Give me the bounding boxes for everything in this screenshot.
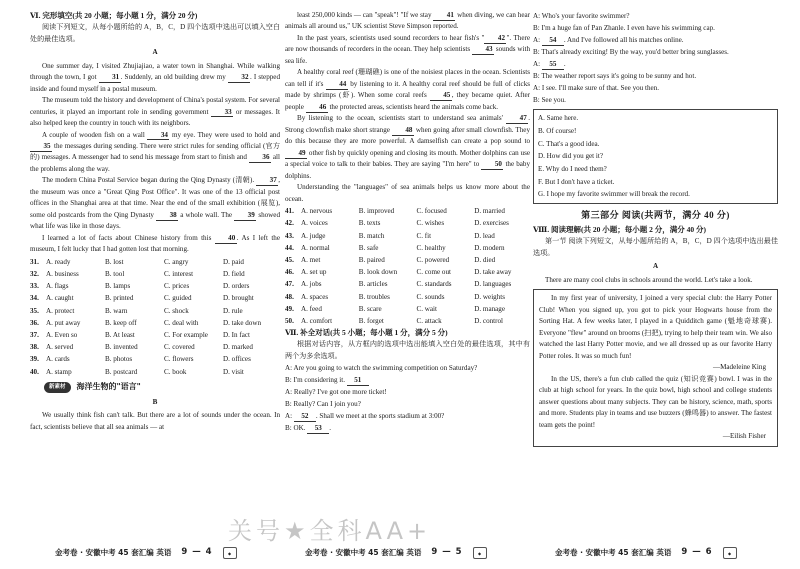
option-choice: B. match bbox=[358, 231, 385, 240]
option-choice: A. judge bbox=[301, 231, 326, 240]
option-choice: A. comfort bbox=[301, 316, 333, 325]
passage-a-label: A bbox=[152, 48, 158, 57]
dialogue-option: F. But I don't have a ticket. bbox=[538, 177, 615, 186]
question-number: 34. bbox=[30, 294, 39, 303]
column-2 bbox=[285, 10, 530, 435]
option-choice: A. jobs bbox=[301, 280, 322, 289]
new-material-badge: 新素材 bbox=[44, 382, 71, 393]
paragraph bbox=[30, 130, 280, 176]
option-choice: B. warn bbox=[105, 306, 128, 315]
dialogue-option: B. Of course! bbox=[538, 127, 577, 135]
dialogue-option: A. Same here. bbox=[538, 114, 579, 123]
text-segment: my eye. They were used to hold and bbox=[169, 130, 280, 139]
option-choice: D. paid bbox=[223, 257, 244, 266]
text-segment: A: bbox=[533, 36, 542, 45]
option-choice: D. brought bbox=[223, 294, 254, 303]
page-number: 9 — 5 bbox=[431, 547, 463, 558]
question-number: 40. bbox=[30, 367, 39, 376]
blank-number: 50 bbox=[481, 161, 503, 170]
option-choice: A. protect bbox=[46, 306, 75, 315]
option-choice: B. lamps bbox=[105, 282, 131, 291]
question-number: 44. bbox=[285, 243, 294, 252]
option-choice: D. control bbox=[474, 316, 504, 325]
option-choice: C. come out bbox=[416, 268, 451, 277]
text-segment: B: The weather report says it's going to be sunny and hot. bbox=[533, 72, 697, 81]
text-segment: ". There are now thousands of recorders in the ocean. They help scientists bbox=[285, 33, 530, 54]
text-segment: . bbox=[563, 60, 566, 69]
blank-number: 44 bbox=[326, 81, 348, 90]
text-segment: all the problems along the way. bbox=[30, 153, 280, 173]
blank-number: 38 bbox=[156, 212, 178, 221]
option-choice: A. flags bbox=[46, 282, 69, 291]
option-choice: B. articles bbox=[358, 280, 388, 289]
blank-number: 41 bbox=[433, 12, 455, 21]
option-choice: B. postcard bbox=[105, 367, 138, 376]
option-choice: C. angry bbox=[164, 257, 189, 266]
text-segment: In the past years, scientists used sound recorders to hear fish's " bbox=[297, 33, 485, 42]
club-harry-potter-text: In my first year of university, I joined a very special club: the Harry Potter Club! When you signed up, you got to pick your Hogwarts house from the Sorting Hat. A few weeks later, I played in a Quidditch game (魁地奇球赛). Everyone "flew" around on brooms (扫把), trying to help their team win. We also watched the last Harry Potter movie, and we all dressed up as our favorite Harry Potter roles. It was so much fun! bbox=[539, 294, 772, 360]
dialogue-option: G. I hope my favorite swimmer will break the record. bbox=[538, 190, 690, 199]
option-choice: B. lost bbox=[105, 257, 124, 266]
option-choice: A. stamp bbox=[46, 367, 72, 376]
footer-text: 金考卷 · 安徽中考 45 套汇编 英语 bbox=[555, 547, 672, 557]
reading-section-title: Ⅷ. 阅读理解(共 20 小题；每小题 2 分，满分 40 分) bbox=[533, 225, 706, 235]
option-choice: D. take down bbox=[223, 318, 262, 327]
paragraph bbox=[30, 233, 280, 256]
option-choice: D. field bbox=[223, 270, 245, 279]
blank-number: 52 bbox=[294, 413, 316, 422]
option-choice: B. safe bbox=[358, 243, 379, 252]
option-choice: B. photos bbox=[105, 355, 133, 364]
logo-icon: ◆ bbox=[723, 547, 737, 559]
passage-b-text bbox=[285, 10, 530, 205]
option-choice: C. prices bbox=[164, 282, 190, 291]
option-choice: C. deal with bbox=[164, 318, 199, 327]
blank-number: 36 bbox=[249, 154, 271, 163]
column-1 bbox=[30, 10, 280, 433]
paragraph bbox=[285, 33, 530, 67]
text-segment: A couple of wooden fish on a wall bbox=[42, 130, 148, 139]
blank-number: 35 bbox=[30, 143, 52, 152]
option-choice: A. spaces bbox=[301, 292, 329, 301]
text-segment: B: That's already exciting! By the way, you'd better bring sunglasses. bbox=[533, 48, 729, 57]
dialogue-line bbox=[285, 398, 530, 410]
text-segment: A healthy coral reef (珊瑚礁) is one of the noisiest places in the ocean. Scientists can tell if it's bbox=[285, 68, 530, 88]
dialogue-line bbox=[533, 46, 778, 58]
option-row bbox=[30, 268, 280, 280]
footer-text: 金考卷 · 安徽中考 45 套汇编 英语 bbox=[55, 547, 172, 557]
cloze-instruction: 阅读下列短文，从每小题所给的 A，B，C，D 四个选项中选出可以填入空白处的最佳选项。 bbox=[30, 23, 280, 43]
option-row bbox=[30, 366, 280, 378]
option-choice: A. nervous bbox=[301, 207, 333, 216]
option-row bbox=[285, 254, 530, 266]
option-choice: D. married bbox=[474, 207, 505, 216]
text-segment: . As I left the museum, I felt lucky that I had gotten lost that morning. bbox=[30, 233, 280, 254]
club-quiz-bowl-author: —Eilish Fisher bbox=[722, 432, 766, 441]
question-number: 50. bbox=[285, 316, 294, 325]
footer-page-4 bbox=[55, 545, 237, 561]
text-segment: B: Really? Can I join you? bbox=[285, 400, 361, 409]
blank-number: 48 bbox=[392, 127, 414, 136]
option-row bbox=[30, 329, 280, 341]
blank-number: 40 bbox=[215, 235, 237, 244]
column-3 bbox=[533, 10, 778, 450]
option-choice: A. caught bbox=[46, 294, 74, 303]
dialogue-section-title: Ⅶ. 补全对话(共 5 小题；每小题 1 分，满分 5 分) bbox=[285, 328, 448, 338]
option-row bbox=[285, 217, 530, 229]
reading-passage-label: A bbox=[652, 262, 659, 271]
option-choice: B. paired bbox=[358, 255, 385, 264]
question-number: 49. bbox=[285, 304, 294, 313]
text-segment: B: I'm a huge fan of Pan Zhanle. I even have his swimming cap. bbox=[533, 24, 715, 33]
page-number: 9 — 4 bbox=[181, 547, 213, 558]
text-segment: a whole wall. The bbox=[178, 210, 235, 219]
text-segment: By listening to the ocean, scientists start to understand sea animals' bbox=[297, 114, 507, 123]
option-choice: C. interest bbox=[164, 270, 194, 279]
blank-number: 31 bbox=[99, 74, 121, 83]
blank-number: 55 bbox=[542, 61, 564, 70]
club-quiz-bowl-text: In the US, there's a fun club called the quiz (知识竞赛) bowl. I was in the club at high school for years. In the quiz bowl, high school and college students answer questions about many subjects. They can be history, science, math, sports and more. Students play in teams and use buzzers (蜂鸣器) to answer. The fastest team gets the point! bbox=[539, 374, 772, 429]
blank-number: 39 bbox=[234, 212, 256, 221]
option-choice: A. voices bbox=[301, 219, 328, 228]
passage-b-label: B bbox=[152, 397, 158, 406]
text-segment: , they became quiet. After people bbox=[285, 91, 530, 111]
option-choice: C. sounds bbox=[416, 292, 445, 301]
option-row bbox=[285, 303, 530, 315]
dialogue-instruction: 根据对话内容，从方框内的选项中选出能填入空白处的最佳选项，其中有两个为多余选项。 bbox=[285, 340, 530, 360]
text-segment: A: I see. I'll make sure of that. See you then. bbox=[533, 84, 659, 93]
dialogue-line bbox=[533, 70, 778, 82]
question-number: 37. bbox=[30, 330, 39, 339]
option-row bbox=[285, 266, 530, 278]
option-choice: D. rule bbox=[223, 306, 243, 315]
text-segment: when going after small clownfish. They do this because they are more powerful. A damselfish can create a pop sound to bbox=[285, 125, 530, 146]
footer-page-6 bbox=[555, 545, 737, 561]
dialogue-part-2 bbox=[533, 10, 778, 106]
option-row bbox=[285, 291, 530, 303]
text-segment: showed what life was like in those days. bbox=[30, 210, 280, 231]
option-choice: D. modern bbox=[474, 243, 505, 252]
option-choice: D. manage bbox=[474, 304, 505, 313]
text-segment: . bbox=[329, 424, 332, 433]
option-choice: D. lead bbox=[474, 231, 495, 240]
option-choice: C. For example bbox=[164, 330, 208, 339]
question-number: 48. bbox=[285, 292, 294, 301]
text-segment: . And I've followed all his matches online. bbox=[563, 36, 684, 45]
text-segment: A: Really? I've got one more ticket! bbox=[285, 388, 387, 397]
option-choice: C. focused bbox=[416, 207, 447, 216]
text-segment: the protected areas, scientists heard the animals come back. bbox=[327, 102, 499, 111]
dialogue-line bbox=[533, 22, 778, 34]
passage-b-tag bbox=[44, 381, 280, 394]
option-row bbox=[285, 230, 530, 242]
option-choice: B. tool bbox=[105, 270, 125, 279]
option-choice: D. visit bbox=[223, 367, 244, 376]
blank-number: 37 bbox=[256, 177, 278, 186]
paragraph bbox=[30, 175, 280, 232]
option-choice: A. business bbox=[46, 270, 79, 279]
blank-number: 47 bbox=[506, 115, 528, 124]
option-choice: C. standards bbox=[416, 280, 452, 289]
option-choice: A. normal bbox=[301, 243, 330, 252]
blank-number: 53 bbox=[307, 425, 329, 434]
club-box bbox=[533, 289, 778, 446]
question-number: 46. bbox=[285, 268, 294, 277]
option-choice: A. served bbox=[46, 343, 74, 352]
option-row bbox=[285, 205, 530, 217]
blank-number: 54 bbox=[542, 37, 564, 46]
cloze-section-title: Ⅵ. 完形填空(共 20 小题；每小题 1 分，满分 20 分) bbox=[30, 11, 198, 20]
text-segment: the baby dolphins. bbox=[285, 160, 530, 180]
option-choice: C. covered bbox=[164, 343, 195, 352]
text-segment: least 250,000 kinds — can "speak"! "If we stay bbox=[297, 11, 434, 19]
option-row bbox=[30, 292, 280, 304]
text-segment: The museum told the history and development of China's postal system. For several centuries, it played an important role in sending government bbox=[30, 96, 280, 116]
blank-number: 49 bbox=[285, 150, 307, 159]
dialogue-line bbox=[533, 34, 778, 46]
option-row bbox=[285, 278, 530, 290]
text-segment: I learned a lot of facts about Chinese history from this bbox=[42, 233, 215, 242]
option-choice: B. keep off bbox=[105, 318, 137, 327]
text-segment: other fish by quickly opening and closing its mouth. Mother dolphins can use a special voice to talk to their babies. They are saying "I'm here" to bbox=[285, 148, 530, 169]
option-choice: C. flowers bbox=[164, 355, 194, 364]
text-segment: B: See you. bbox=[533, 96, 566, 105]
passage-b-topic: 海洋生物的"语言" bbox=[76, 381, 141, 391]
text-segment: . Strong clownfish make short strange bbox=[285, 114, 530, 134]
dialogue-line bbox=[533, 82, 778, 94]
paragraph bbox=[285, 182, 530, 205]
question-number: 32. bbox=[30, 270, 39, 279]
text-segment: A: bbox=[285, 412, 294, 421]
option-row bbox=[30, 280, 280, 292]
dialogue-line bbox=[285, 374, 530, 386]
paragraph bbox=[285, 113, 530, 182]
blank-number: 46 bbox=[306, 104, 328, 113]
paragraph bbox=[285, 67, 530, 113]
question-number: 42. bbox=[285, 219, 294, 228]
reading-instruction: 第一节 阅读下列短文，从每小题所给的 A，B，C，D 四个选项中选出最佳选项。 bbox=[533, 237, 778, 257]
option-choice: C. wait bbox=[416, 304, 437, 313]
option-choice: B. printed bbox=[105, 294, 134, 303]
option-choice: C. shock bbox=[164, 306, 189, 315]
text-segment: B: I'm considering it. bbox=[285, 376, 347, 385]
option-row bbox=[285, 315, 530, 327]
option-row bbox=[285, 242, 530, 254]
option-choice: B. scare bbox=[358, 304, 382, 313]
option-choice: A. cards bbox=[46, 355, 70, 364]
dialogue-line bbox=[533, 58, 778, 70]
club-harry-potter-author: —Madeleine King bbox=[713, 363, 766, 372]
watermark: 关号★全科AA+ bbox=[228, 517, 432, 545]
option-choice: B. invented bbox=[105, 343, 138, 352]
dialogue-option: C. That's a good idea. bbox=[538, 139, 600, 148]
option-choice: B. look down bbox=[358, 268, 398, 277]
option-choice: D. take away bbox=[474, 268, 512, 277]
option-choice: A. met bbox=[301, 255, 321, 264]
passage-b-intro: We usually think fish can't talk. But there are a lot of sounds under the ocean. In fact, scientists believe that all sea animals — at bbox=[30, 411, 280, 431]
text-segment: sounds with sea life. bbox=[285, 45, 530, 65]
options-41-50 bbox=[285, 205, 530, 327]
question-number: 39. bbox=[30, 355, 39, 364]
dialogue-line bbox=[285, 422, 530, 434]
option-choice: C. wishes bbox=[416, 219, 445, 228]
option-choice: A. put away bbox=[46, 318, 81, 327]
option-choice: B. improved bbox=[358, 207, 395, 216]
text-segment: by listening to it. A healthy coral reef should be full of clicks made by shrimps (虾). When some coral reefs bbox=[285, 79, 530, 100]
option-choice: A. Even so bbox=[46, 330, 78, 339]
text-segment: . Suddenly, an old building drew my bbox=[120, 73, 228, 82]
text-segment: Understanding the "languages" of sea animals helps us know more about the ocean. bbox=[285, 183, 530, 203]
page-number: 9 — 6 bbox=[681, 547, 713, 558]
question-number: 36. bbox=[30, 318, 39, 327]
blank-number: 43 bbox=[472, 46, 494, 55]
paragraph bbox=[30, 61, 280, 95]
text-segment: the messages during sending. There were strict rules for sending official (官方的) messages. A messenger had to send his message from start to finish and bbox=[30, 141, 280, 162]
question-number: 43. bbox=[285, 231, 294, 240]
logo-icon: ◆ bbox=[473, 547, 487, 559]
option-choice: C. healthy bbox=[416, 243, 446, 252]
option-row bbox=[30, 317, 280, 329]
option-choice: C. attack bbox=[416, 316, 442, 325]
option-choice: B. texts bbox=[358, 219, 381, 228]
blank-number: 33 bbox=[211, 109, 233, 118]
option-row bbox=[30, 305, 280, 317]
question-number: 47. bbox=[285, 280, 294, 289]
text-segment: when diving, we can hear animals all around us," UK scientist Steve Simpson reported. bbox=[285, 11, 530, 31]
option-choice: C. book bbox=[164, 367, 187, 376]
option-choice: D. weights bbox=[474, 292, 505, 301]
text-segment: or messages. It also helped keep the country in touch with its neighbors. bbox=[30, 107, 280, 128]
text-segment: . I stepped inside and found myself in a postal museum. bbox=[30, 73, 280, 93]
dialogue-line bbox=[533, 94, 778, 106]
paragraph bbox=[30, 95, 280, 129]
option-choice: C. fit bbox=[416, 231, 432, 240]
text-segment: A: Are you going to watch the swimming competition on Saturday? bbox=[285, 364, 478, 373]
option-row bbox=[30, 353, 280, 365]
options-31-40 bbox=[30, 256, 280, 378]
text-segment: B: OK. bbox=[285, 424, 308, 433]
dialogue-line bbox=[285, 410, 530, 422]
text-segment: . Shall we meet at the sports stadium at 3:00? bbox=[315, 412, 445, 421]
dialogue-line bbox=[533, 10, 778, 22]
option-choice: A. ready bbox=[46, 257, 71, 266]
option-choice: B. troubles bbox=[358, 292, 390, 301]
part-three-title: 第三部分 阅读(共两节，满分 40 分) bbox=[581, 209, 730, 220]
text-segment: A: Who's your favorite swimmer? bbox=[533, 12, 630, 20]
question-number: 41. bbox=[285, 207, 294, 216]
question-number: 38. bbox=[30, 343, 39, 352]
text-segment: The modern China Postal Service began during the Qing Dynasty (清朝). bbox=[42, 176, 257, 185]
option-choice: D. died bbox=[474, 255, 496, 264]
blank-number: 51 bbox=[347, 377, 369, 386]
option-choice: D. languages bbox=[474, 280, 512, 289]
option-choice: B. forget bbox=[358, 316, 384, 325]
option-choice: A. set up bbox=[301, 268, 327, 277]
dialogue-option: E. Why do I need them? bbox=[538, 164, 607, 173]
text-segment: A: bbox=[533, 60, 542, 69]
question-number: 31. bbox=[30, 257, 39, 266]
text-segment: , the museum was once a "Great Qing Post Office". It was one of the 13 official post offices in the Shanghai area at that time. Near the end of the small exhibition (展览), some old postcards from the Qing Dynasty bbox=[30, 176, 280, 219]
passage-a-text bbox=[30, 61, 280, 256]
dialogue-line bbox=[285, 362, 530, 374]
dialogue-options-box bbox=[533, 109, 778, 203]
question-number: 33. bbox=[30, 282, 39, 291]
text-segment: One summer day, I visited Zhujiajiao, a water town in Shanghai. While walking through the town, I got bbox=[30, 61, 280, 82]
option-choice: D. offices bbox=[223, 355, 251, 364]
dialogue-line bbox=[285, 386, 530, 398]
blank-number: 32 bbox=[228, 74, 250, 83]
blank-number: 34 bbox=[147, 132, 169, 141]
reading-intro: There are many cool clubs in schools around the world. Let's take a look. bbox=[545, 275, 753, 284]
paragraph bbox=[285, 10, 530, 33]
option-row bbox=[30, 341, 280, 353]
option-choice: D. In fact bbox=[223, 330, 250, 339]
option-choice: D. orders bbox=[223, 282, 250, 291]
logo-icon: ◆ bbox=[223, 547, 237, 559]
option-choice: C. guided bbox=[164, 294, 192, 303]
option-choice: D. exercises bbox=[474, 219, 509, 228]
option-choice: B. At least bbox=[105, 330, 135, 339]
option-choice: C. powered bbox=[416, 255, 450, 264]
footer-page-5 bbox=[305, 545, 487, 561]
dialogue-part-1 bbox=[285, 362, 530, 434]
blank-number: 45 bbox=[430, 92, 452, 101]
footer-text: 金考卷 · 安徽中考 45 套汇编 英语 bbox=[305, 547, 422, 557]
question-number: 45. bbox=[285, 255, 294, 264]
option-row bbox=[30, 256, 280, 268]
dialogue-option: D. How did you get it? bbox=[538, 152, 604, 161]
question-number: 35. bbox=[30, 306, 39, 315]
blank-number: 42 bbox=[484, 35, 506, 44]
option-choice: A. feed bbox=[301, 304, 322, 313]
option-choice: D. marked bbox=[223, 343, 253, 352]
